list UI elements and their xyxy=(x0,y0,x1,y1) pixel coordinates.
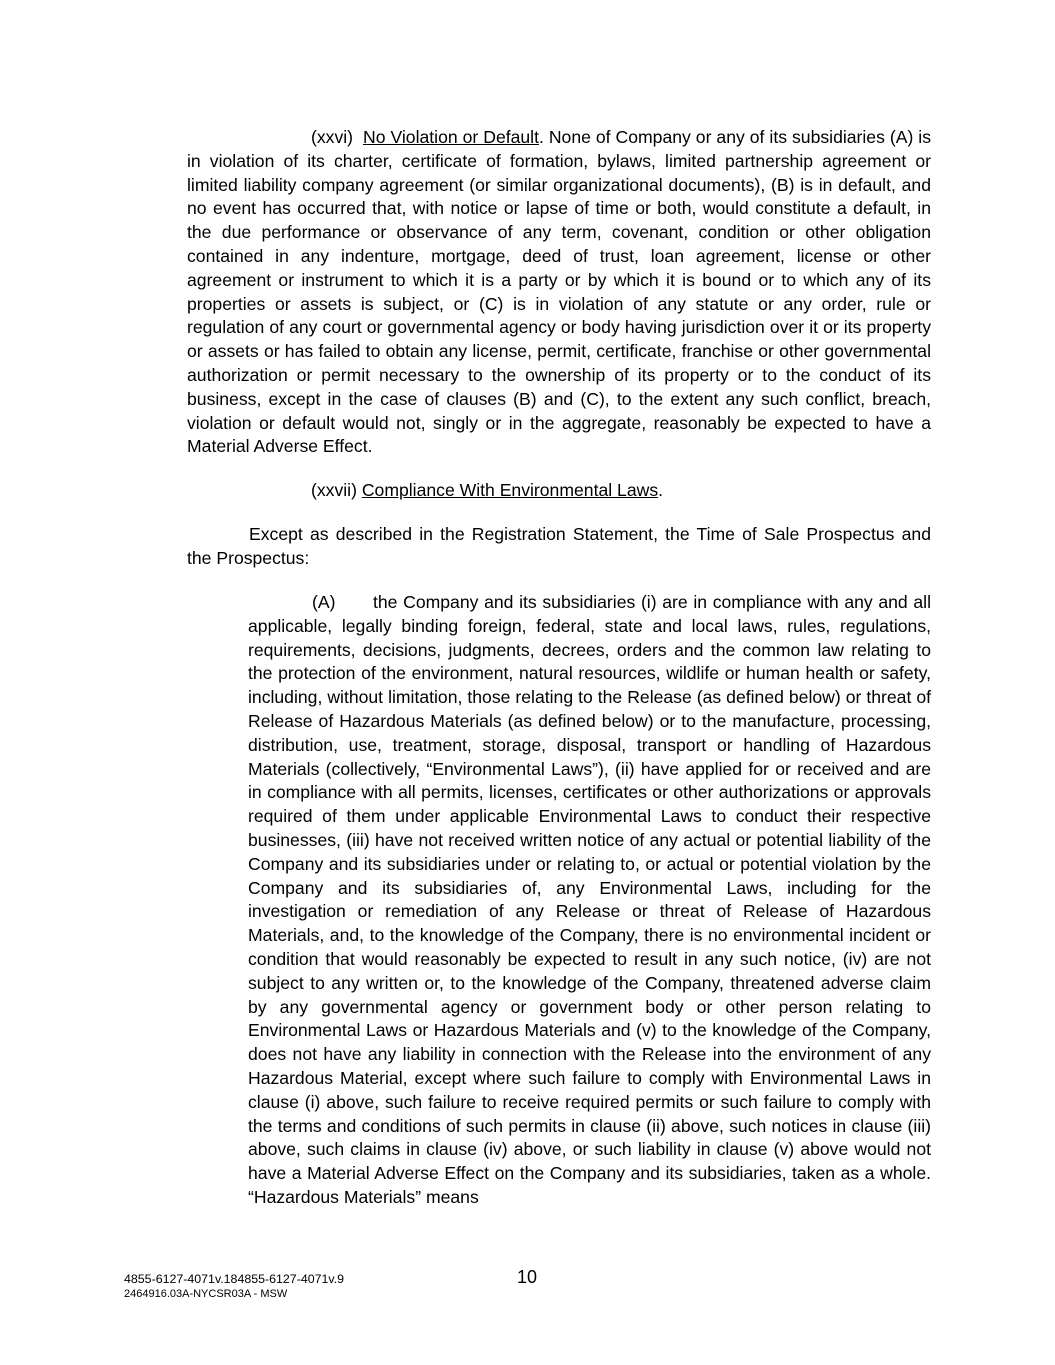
clause-a-paragraph xyxy=(248,591,931,1210)
footer-doc-ref: 2464916.03A-NYCSR03A - MSW xyxy=(124,1288,288,1300)
footer-doc-ids xyxy=(124,1271,344,1301)
intro-paragraph xyxy=(187,523,931,571)
footer-doc-id: 4855-6127-4071v.184855-6127-4071v.9 xyxy=(124,1272,344,1286)
section-xxvii-period: . xyxy=(658,480,664,500)
section-xxvi-heading: No Violation or Default xyxy=(363,127,539,147)
intro-text: Except as described in the Registration Statement, the Time of Sale Prospectus and the Prospectus: xyxy=(187,524,931,568)
clause-a-text: the Company and its subsidiaries (i) are in compliance with any and all applicable, legally binding foreign, federal, state and local laws, rules, regulations, requirements, decisions, judgments, decrees, orders and the common law relating to the protection of the environment, natural resources, wildlife or human health or safety, including, without limitation, those relating to the Release (as defined below) or threat of Release of Hazardous Materials (as defined below) or to the manufacture, processing, distribution, use, treatment, storage, disposal, transport or handling of Hazardous Materials (collectively, “Environmental Laws”), (ii) have applied for or received and are in compliance with all permits, licenses, certificates or other authorizations or approvals required of them under applicable Environmental Laws to conduct their respective businesses, (iii) have not received written notice of any actual or potential liability of the Company and its subsidiaries under or relating to, or actual or potential violation by the Company and its subsidiaries of, any Environmental Laws, including for the investigation or remediation of any Release or threat of Release of Hazardous Materials, and, to the knowledge of the Company, there is no environmental incident or condition that would reasonably be expected to result in any such notice, (iv) are not subject to any written or, to the knowledge of the Company, threatened adverse claim by any governmental agency or government body or other person relating to Environmental Laws or Hazardous Materials and (v) to the knowledge of the Company, does not have any liability in connection with the Release into the environment of any Hazardous Material, except where such failure to comply with Environmental Laws in clause (i) above, such failure to receive required permits or such failure to comply with the terms and conditions of such permits in clause (ii) above, such notices in clause (iii) above, such claims in clause (iv) above, or such liability in clause (v) above would not have a Material Adverse Effect on the Company and its subsidiaries, taken as a whole. “Hazardous Materials” means xyxy=(248,592,931,1207)
section-xxvi-paragraph xyxy=(187,126,931,459)
section-xxvii-number: (xxvii) xyxy=(311,480,357,500)
section-xxvii-heading: Compliance With Environmental Laws xyxy=(361,480,659,500)
section-xxvii-paragraph xyxy=(187,479,931,503)
section-xxvi-text: . None of Company or any of its subsidiaries (A) is in violation of its charter, certificate of formation, bylaws, limited partnership agreement or limited liability company agreement (or similar organizational documents), (B) is in default, and no event has occurred that, with notice or lapse of time or both, would constitute a default, in the due performance or observance of any term, covenant, condition or other obligation contained in any indenture, mortgage, deed of trust, loan agreement, license or other agreement or instrument to which it is a party or by which it is bound or to which any of its properties or assets is subject, or (C) is in violation of any statute or any order, rule or regulation of any court or governmental agency or body having jurisdiction over it or its property or assets or has failed to obtain any license, permit, certificate, franchise or other governmental authorization or permit necessary to the ownership of its property or to the conduct of its business, except in the case of clauses (B) and (C), to the extent any such conflict, breach, violation or default would not, singly or in the aggregate, reasonably be expected to have a Material Adverse Effect. xyxy=(187,127,932,457)
section-xxvi-number: (xxvi) xyxy=(311,127,354,147)
clause-a-label: (A) xyxy=(312,592,336,612)
page-number: 10 xyxy=(517,1267,538,1287)
